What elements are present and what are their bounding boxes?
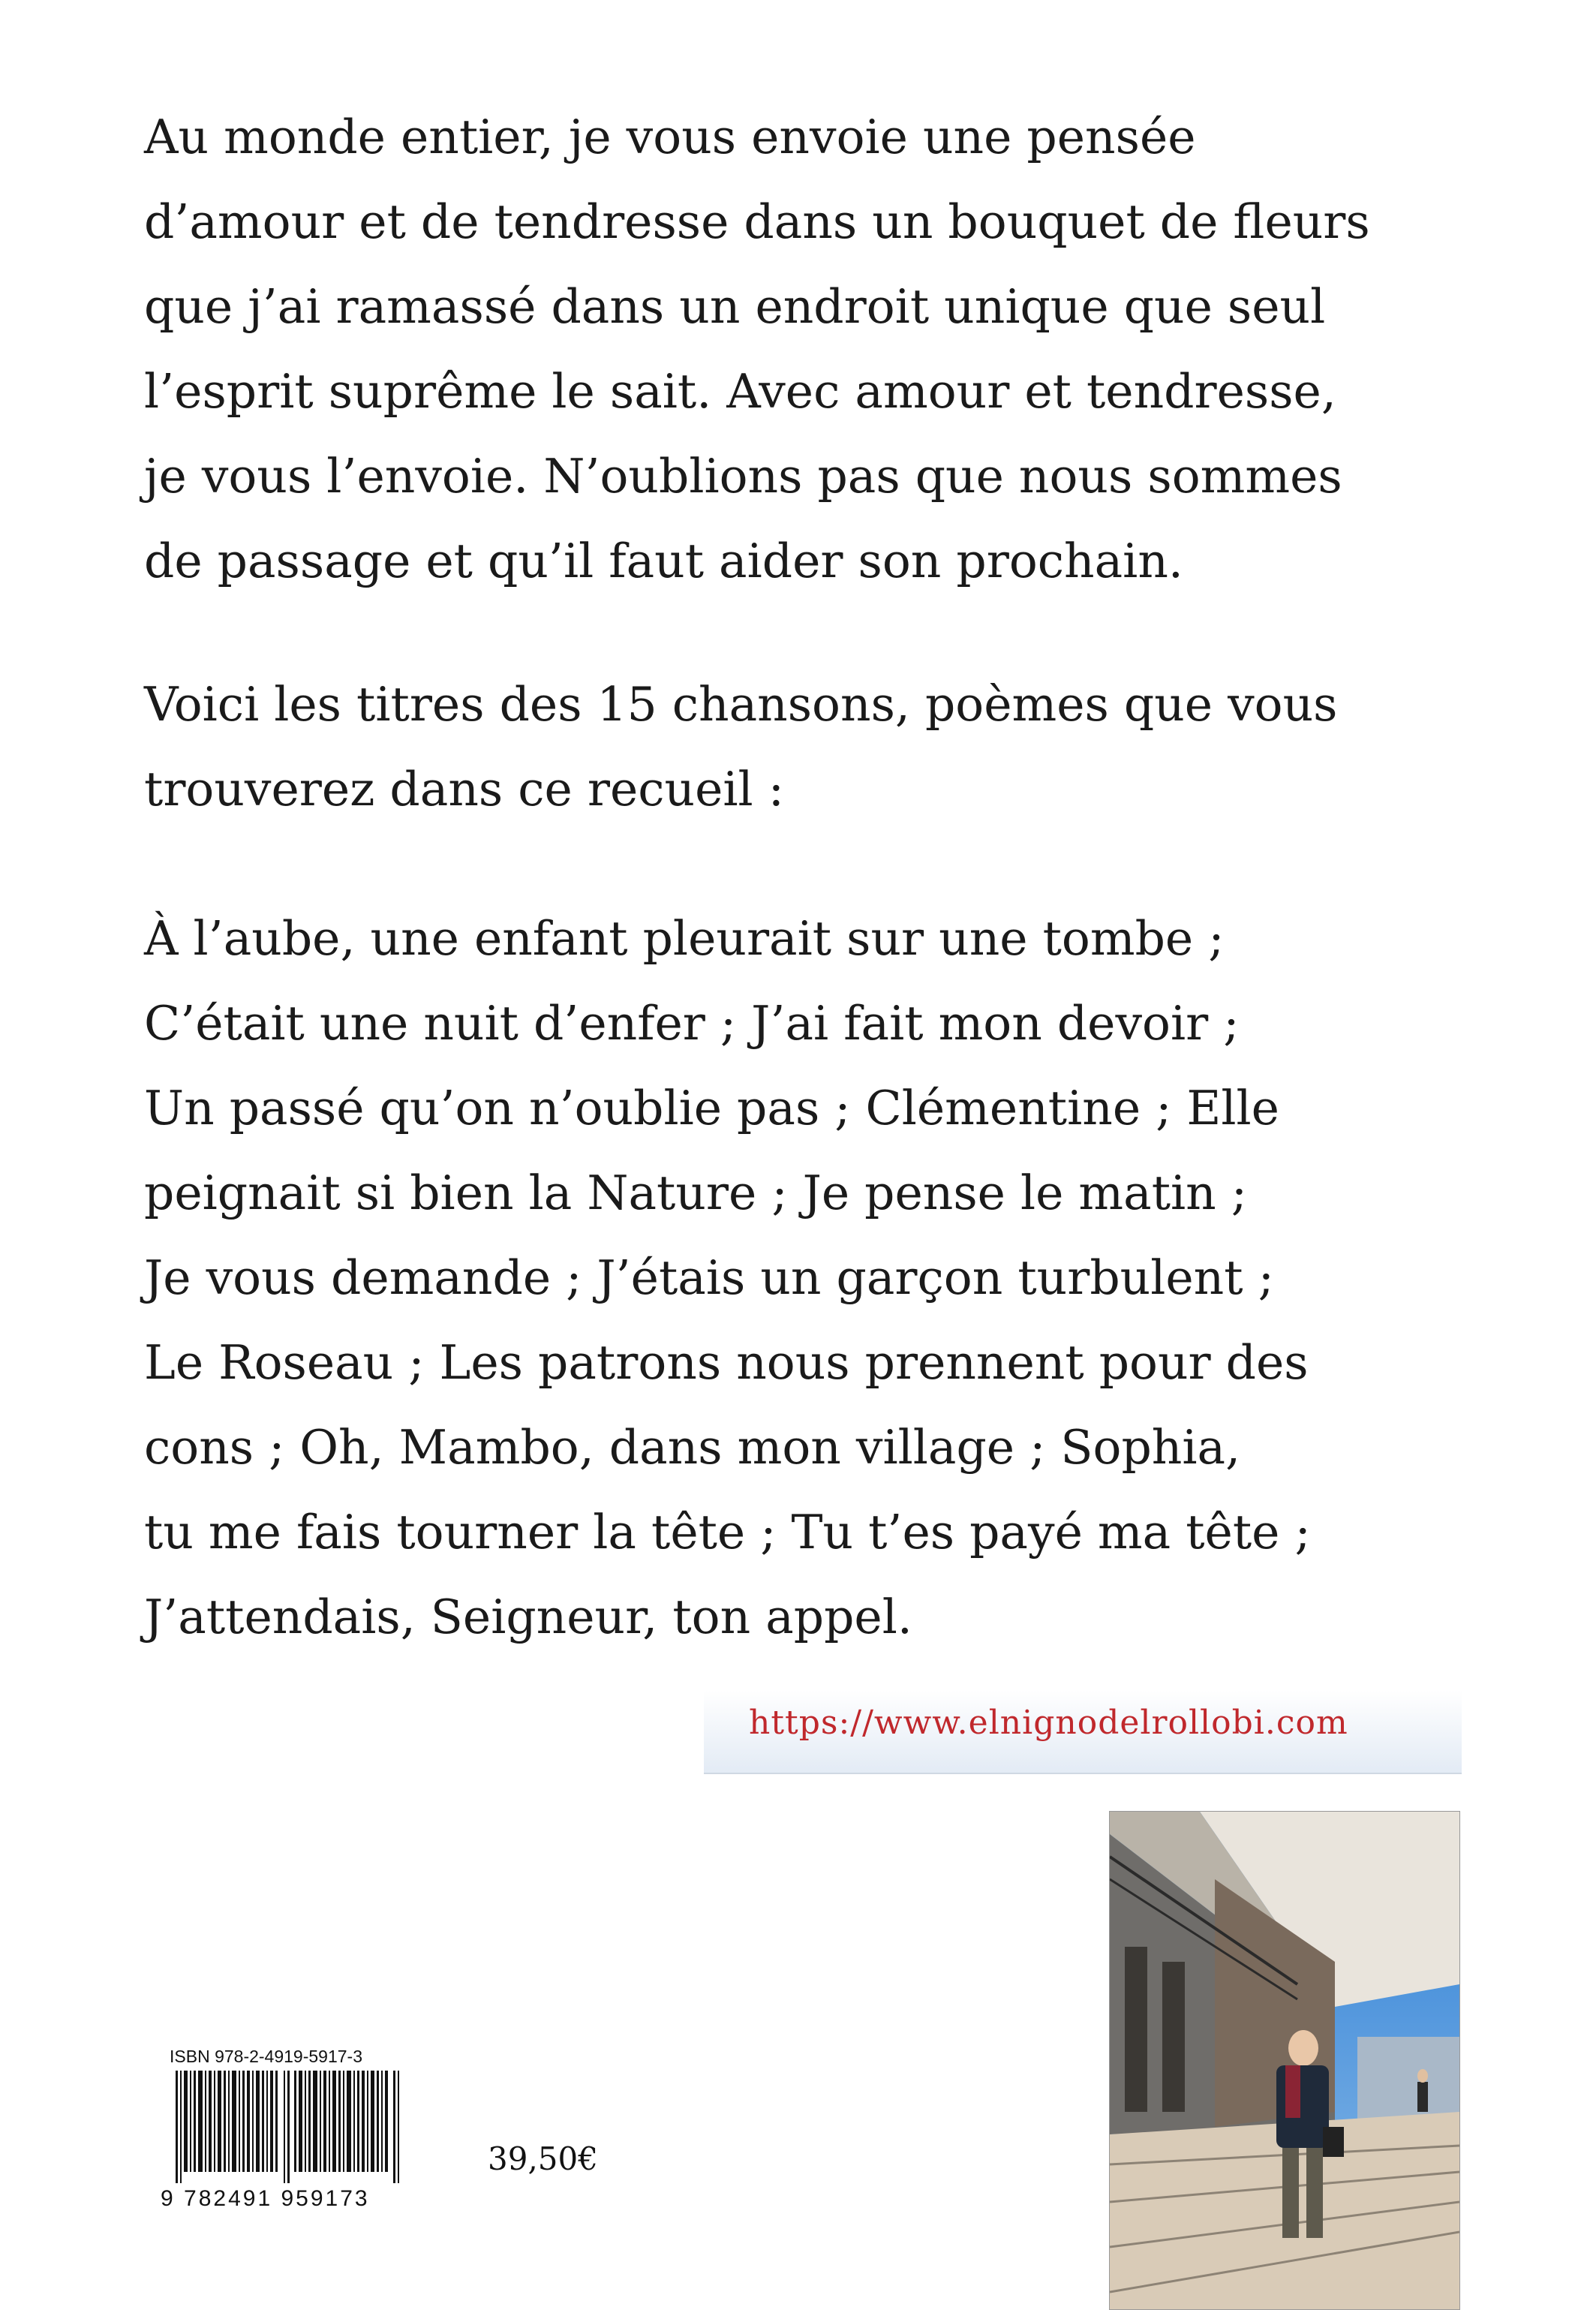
titles-line: cons ; Oh, Mambo, dans mon village ; Sophia, bbox=[144, 1420, 1241, 1475]
intro-line: l’esprit suprême le sait. Avec amour et tendresse, bbox=[144, 364, 1336, 419]
intro-line: de passage et qu’il faut aider son prochain. bbox=[144, 534, 1183, 588]
website-banner bbox=[704, 1690, 1462, 1774]
titles-line: Un passé qu’on n’oublie pas ; Clémentine ; Elle bbox=[144, 1081, 1279, 1135]
titles-intro-line: Voici les titres des 15 chansons, poèmes que vous bbox=[144, 677, 1338, 732]
titles-line: J’attendais, Seigneur, ton appel. bbox=[144, 1590, 912, 1644]
titles-line: C’était une nuit d’enfer ; J’ai fait mon devoir ; bbox=[144, 996, 1240, 1051]
author-photo-illustration bbox=[1110, 1812, 1459, 2309]
author-photo bbox=[1109, 1811, 1460, 2310]
price-label: 39,50€ bbox=[488, 2140, 598, 2177]
titles-line: À l’aube, une enfant pleurait sur une tombe ; bbox=[144, 911, 1225, 966]
barcode-digits: 9 782491 959173 bbox=[161, 2186, 370, 2211]
titles-intro-line: trouverez dans ce recueil : bbox=[144, 762, 784, 817]
titles-line: peignait si bien la Nature ; Je pense le matin ; bbox=[144, 1166, 1248, 1220]
intro-line: Au monde entier, je vous envoie une pensée bbox=[144, 110, 1196, 164]
isbn-number: ISBN 978-2-4919-5917-3 bbox=[170, 2047, 362, 2066]
website-link[interactable]: https://www.elnignodelrollobi.com bbox=[749, 1704, 1348, 1742]
titles-list-paragraph bbox=[144, 896, 1540, 1659]
intro-line: je vous l’envoie. N’oublions pas que nous sommes bbox=[144, 449, 1342, 504]
barcode-bars bbox=[161, 2071, 413, 2183]
intro-line: d’amour et de tendresse dans un bouquet de fleurs bbox=[144, 194, 1370, 249]
intro-line: que j’ai ramassé dans un endroit unique que seul bbox=[144, 279, 1326, 334]
intro-paragraph bbox=[144, 95, 1540, 603]
isbn-barcode bbox=[161, 2047, 413, 2213]
titles-line: Je vous demande ; J’étais un garçon turbulent ; bbox=[144, 1250, 1274, 1305]
titles-line: tu me fais tourner la tête ; Tu t’es payé ma tête ; bbox=[144, 1505, 1311, 1560]
titles-line: Le Roseau ; Les patrons nous prennent pour des bbox=[144, 1335, 1309, 1390]
titles-intro-paragraph bbox=[144, 662, 1540, 832]
